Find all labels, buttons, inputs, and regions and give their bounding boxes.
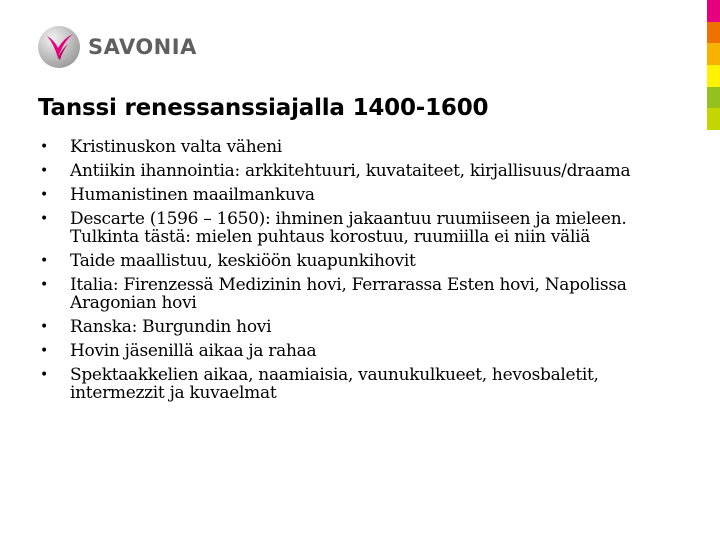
- brand-name: SAVONIA: [88, 35, 197, 59]
- bullet-item: [40, 366, 680, 402]
- savonia-logo: [36, 24, 197, 70]
- bullet-text: Antiikin ihannointia: arkkitehtuuri, kuvataiteet, kirjallisuus/draama: [70, 161, 631, 181]
- bullet-text: Kristinuskon valta väheni: [70, 137, 282, 157]
- bullet-dot: •: [40, 319, 48, 335]
- bullet-list: [40, 138, 680, 408]
- bullet-dot: •: [40, 187, 48, 203]
- bullet-dot: •: [40, 163, 48, 179]
- color-strip-segment: [707, 22, 720, 44]
- bullet-dot: •: [40, 343, 48, 359]
- bullet-dot: •: [40, 367, 48, 383]
- bullet-item: [40, 210, 680, 246]
- bullet-dot: •: [40, 139, 48, 155]
- bullet-text: Ranska: Burgundin hovi: [70, 317, 272, 337]
- bullet-dot: •: [40, 277, 48, 293]
- bullet-text: Spektaakkelien aikaa, naamiaisia, vaunukulkueet, hevosbaletit, intermezzit ja kuvaelmat: [70, 365, 599, 403]
- bullet-text: Hovin jäsenillä aikaa ja rahaa: [70, 341, 317, 361]
- bullet-dot: •: [40, 253, 48, 269]
- slide-title: Tanssi renessanssiajalla 1400-1600: [38, 95, 489, 121]
- bullet-text: Descarte (1596 – 1650): ihminen jakaantuu ruumiiseen ja mieleen. Tulkinta tästä: mielen puhtaus korostuu, ruumiilla ei niin väliä: [70, 209, 627, 247]
- bullet-text: Humanistinen maailmankuva: [70, 185, 315, 205]
- bullet-dot: •: [40, 211, 48, 227]
- bullet-item: [40, 162, 680, 180]
- color-strip-segment: [707, 108, 720, 130]
- color-strip-segment: [707, 87, 720, 109]
- savonia-logo-icon: [36, 24, 82, 70]
- bullet-text: Italia: Firenzessä Medizinin hovi, Ferrarassa Esten hovi, Napolissa Aragonian hovi: [70, 275, 627, 313]
- bullet-item: [40, 318, 680, 336]
- bullet-item: [40, 276, 680, 312]
- color-strip-segment: [707, 65, 720, 87]
- brand-color-strip: [707, 0, 720, 130]
- color-strip-segment: [707, 0, 720, 22]
- bullet-item: [40, 186, 680, 204]
- color-strip-segment: [707, 43, 720, 65]
- bullet-item: [40, 138, 680, 156]
- bullet-text: Taide maallistuu, keskiöön kuapunkihovit: [70, 251, 416, 271]
- bullet-item: [40, 342, 680, 360]
- bullet-item: [40, 252, 680, 270]
